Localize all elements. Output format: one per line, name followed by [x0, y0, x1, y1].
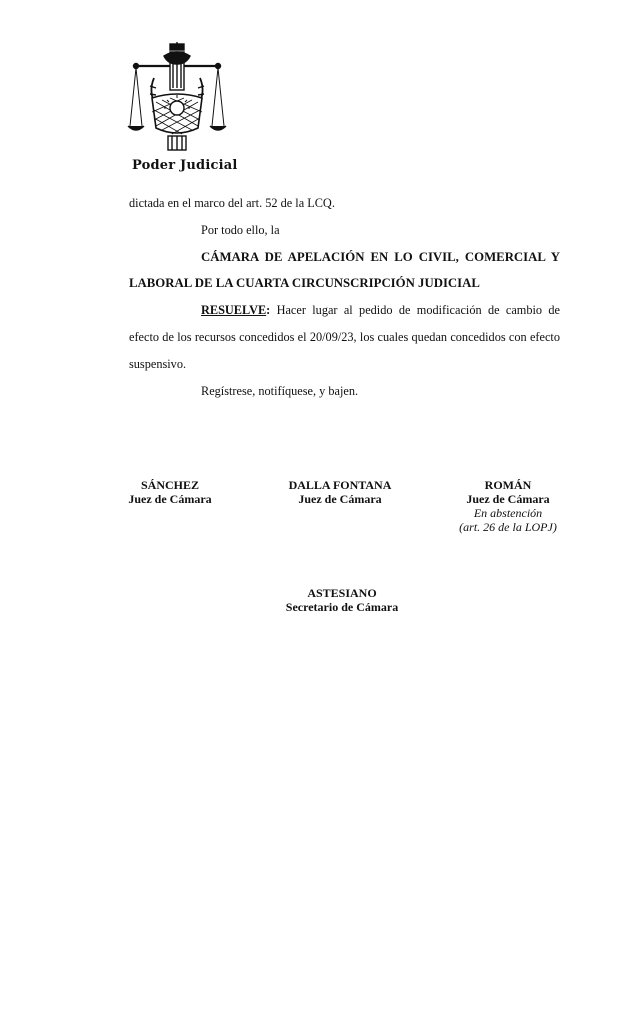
- signatory-name: ROMÁN: [484, 478, 532, 492]
- abstention-article: (art. 26 de la LOPJ): [459, 520, 557, 534]
- abstention-note: En abstención: [473, 506, 543, 520]
- signatory-role: Juez de Cámara: [466, 492, 550, 506]
- resuelve-label: RESUELVE: [201, 303, 267, 318]
- signatory-role: Juez de Cámara: [298, 492, 382, 506]
- signature-dalla-fontana: [270, 478, 410, 506]
- por-todo-paragraph: Por todo ello, la: [201, 222, 280, 237]
- signatory-name: SÁNCHEZ: [140, 478, 199, 492]
- court-name: CÁMARA DE APELACIÓN EN LO CIVIL, COMERCIAL Y LABORAL DE LA CUARTA CIRCUNSCRIPCIÓN JUDICIAL: [129, 249, 560, 291]
- resuelve-colon: :: [266, 303, 271, 318]
- signature-sanchez: [110, 478, 230, 506]
- resuelve-paragraph: [129, 297, 560, 377]
- signatory-name: DALLA FONTANA: [288, 478, 392, 492]
- secretary-name: ASTESIANO: [307, 586, 377, 600]
- judicial-scales-emblem-icon: [126, 42, 228, 154]
- organization-name: Poder Judicial: [132, 158, 238, 173]
- signature-roman: [448, 478, 568, 534]
- intro-paragraph: dictada en el marco del art. 52 de la LCQ.: [129, 196, 335, 210]
- signature-secretary: [262, 586, 422, 614]
- resolution-body: [129, 190, 560, 404]
- closing-paragraph: Regístrese, notifíquese, y bajen.: [201, 383, 359, 398]
- secretary-role: Secretario de Cámara: [285, 600, 399, 614]
- resuelve-text: Hacer lugar al pedido de modificación de cambio de efecto de los recursos concedidos el 20/09/23, los cuales quedan concedidos con efecto suspensivo.: [129, 303, 560, 371]
- signatory-role: Juez de Cámara: [128, 492, 212, 506]
